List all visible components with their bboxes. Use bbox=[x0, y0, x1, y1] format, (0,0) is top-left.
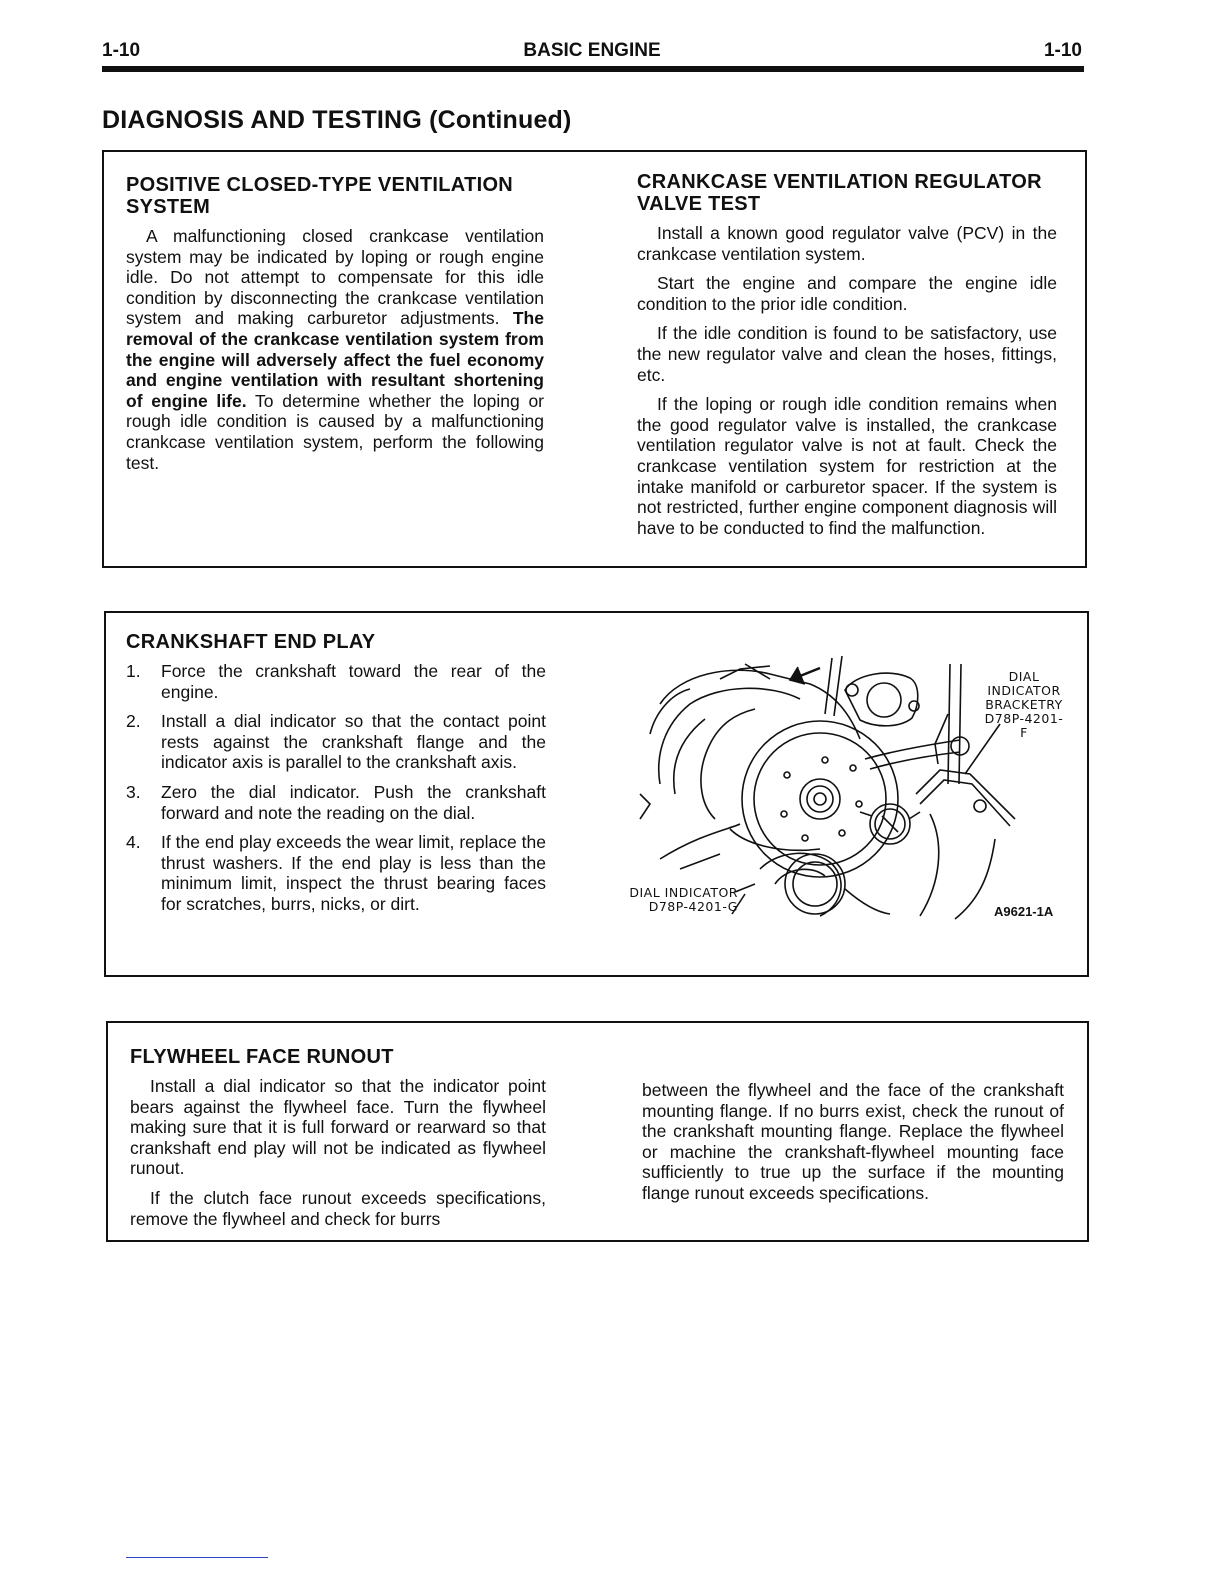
indicator-label bbox=[624, 886, 738, 914]
bracket-label bbox=[984, 670, 1064, 740]
flywheel-heading: FLYWHEEL FACE RUNOUT bbox=[130, 1046, 394, 1068]
flywheel-paragraph: If the clutch face runout exceeds specifications, remove the flywheel and check for burrs bbox=[130, 1187, 546, 1229]
flywheel-paragraph: between the flywheel and the face of the crankshaft mounting flange. If no burrs exist, check the runout of the crankshaft mounting flange. Replace the flywheel or machine the crankshaft-flywheel mounting face sufficiently to true up the surface if the mounting flange runout exceeds specifications. bbox=[642, 1080, 1064, 1203]
step-text: Install a dial indicator so that the contact point rests against the crankshaft flange and the indicator axis is parallel to the crankshaft axis. bbox=[161, 711, 546, 773]
running-header bbox=[102, 40, 1082, 64]
step-item bbox=[126, 832, 546, 914]
end-play-heading: CRANKSHAFT END PLAY bbox=[126, 631, 376, 653]
bracket-label-line: D78P-4201-F bbox=[984, 711, 1064, 740]
page-number-right: 1-10 bbox=[1043, 40, 1082, 61]
pcv-intro-text: A malfunctioning closed crankcase ventilation system may be indicated by loping or rough engine idle. Do not attempt to compensate for this idle condition by disconnecting the crankcase ventilation system and making carburetor adjustments. bbox=[126, 226, 544, 329]
step-item bbox=[126, 782, 546, 823]
footer-rule bbox=[126, 1557, 268, 1558]
end-play-steps bbox=[126, 661, 546, 915]
step-item bbox=[126, 661, 546, 702]
figure-id: A9621-1A bbox=[994, 904, 1054, 919]
bracket-label-line: DIAL bbox=[1008, 669, 1040, 684]
step-text: Zero the dial indicator. Push the crankshaft forward and note the reading on the dial. bbox=[161, 781, 546, 823]
bracket-label-line: BRACKETRY bbox=[985, 697, 1063, 712]
step-number: 3. bbox=[126, 781, 141, 802]
regulator-paragraph: If the idle condition is found to be satisfactory, use the new regulator valve and clean the hoses, fittings, etc. bbox=[637, 323, 1057, 385]
regulator-test-column bbox=[637, 171, 1057, 547]
regulator-test-heading: CRANKCASE VENTILATION REGULATOR VALVE TEST bbox=[637, 171, 1042, 215]
section-title: DIAGNOSIS AND TESTING (Continued) bbox=[102, 106, 572, 134]
pcv-warning-text: The removal of the crankcase ventilation system from the engine will adversely affect the fuel economy and engine ventilation with resultant shortening of engine life. bbox=[126, 308, 544, 411]
step-text: Force the crankshaft toward the rear of the engine. bbox=[161, 661, 546, 702]
pcv-system-text bbox=[126, 226, 544, 473]
regulator-paragraph: Start the engine and compare the engine idle condition to the prior idle condition. bbox=[637, 273, 1057, 314]
regulator-paragraph: If the loping or rough idle condition remains when the good regulator valve is installed, the crankcase ventilation regulator valve is not at fault. Check the crankcase ventilation system for restriction at the intake manifold or carburetor spacer. If the system is not restricted, further engine component diagnosis will have to be conducted to find the malfunction. bbox=[637, 394, 1057, 538]
pcv-system-column bbox=[126, 174, 544, 482]
indicator-label-line: D78P-4201-G bbox=[648, 899, 738, 914]
regulator-paragraph: Install a known good regulator valve (PCV) in the crankcase ventilation system. bbox=[637, 223, 1057, 264]
end-play-figure bbox=[620, 644, 1064, 934]
header-rule bbox=[102, 66, 1084, 72]
pcv-system-heading: POSITIVE CLOSED-TYPE VENTILATION SYSTEM bbox=[126, 174, 514, 218]
flywheel-left-column bbox=[130, 1046, 546, 1238]
step-text: If the end play exceeds the wear limit, replace the thrust washers. If the end play is less than the minimum limit, inspect the thrust bearing faces for scratches, burrs, nicks, or dirt. bbox=[161, 832, 546, 914]
page-number-left: 1-10 bbox=[102, 40, 141, 61]
indicator-label-line: DIAL INDICATOR bbox=[629, 885, 738, 900]
flywheel-right-column bbox=[642, 1080, 1064, 1213]
step-number: 4. bbox=[126, 832, 141, 853]
bracket-label-line: INDICATOR bbox=[987, 683, 1061, 698]
end-play-column bbox=[126, 631, 546, 924]
chapter-title: BASIC ENGINE bbox=[523, 40, 661, 61]
step-number: 1. bbox=[126, 661, 141, 681]
flywheel-paragraph: Install a dial indicator so that the indicator point bears against the flywheel face. Turn the flywheel making sure that it is full forward or rearward so that crankshaft end play will not be indicated as flywheel runout. bbox=[130, 1076, 546, 1179]
step-number: 2. bbox=[126, 711, 141, 732]
pcv-test-intro: To determine whether the loping or rough idle condition is caused by a malfunctioning crankcase ventilation system, perform the following test. bbox=[126, 390, 545, 473]
step-item bbox=[126, 711, 546, 773]
